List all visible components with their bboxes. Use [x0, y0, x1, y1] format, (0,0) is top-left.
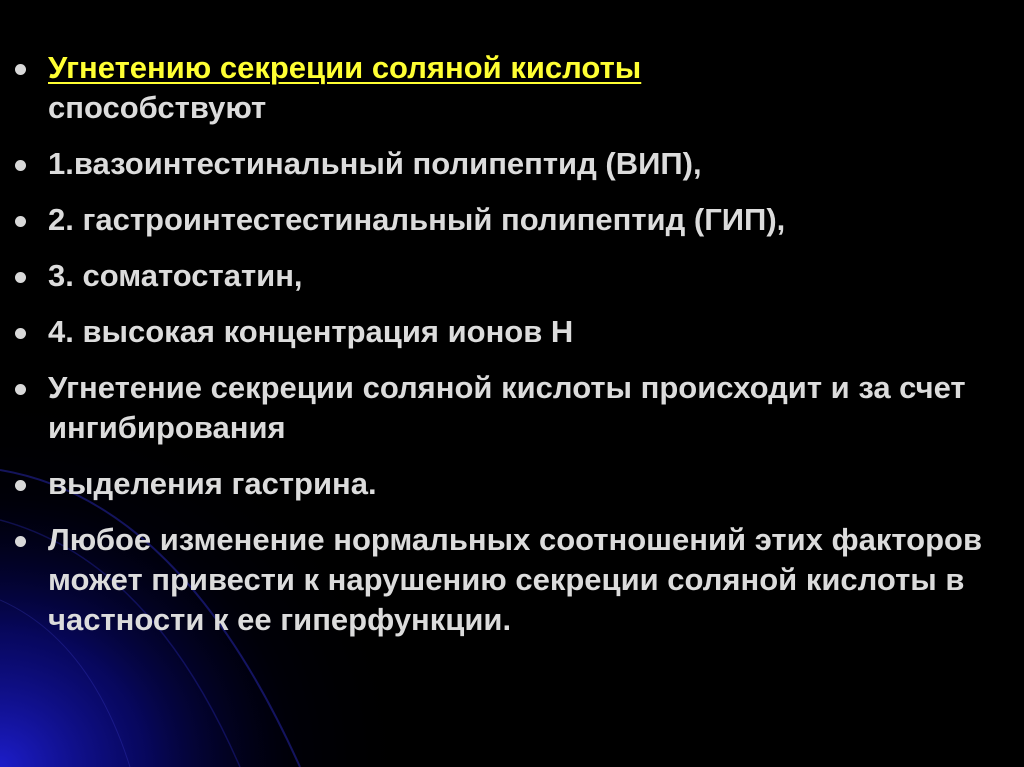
bullet-dot-icon — [15, 384, 26, 395]
bullet-dot-icon — [15, 328, 26, 339]
bullet-item-3 — [14, 200, 1004, 240]
bullet-list — [14, 48, 1004, 656]
bullet-text: способствуют — [48, 90, 267, 125]
bullet-item-8 — [14, 520, 1004, 640]
bullet-text: 2. гастроинтестестинальный полипептид (ГИП), — [48, 202, 786, 237]
bullet-item-1 — [14, 48, 1004, 128]
bullet-text: 4. высокая концентрация ионов Н — [48, 314, 574, 349]
bullet-text: Угнетение секреции соляной кислоты происходит и за счет ингибирования — [48, 370, 966, 445]
bullet-item-5 — [14, 312, 1004, 352]
bullet-item-2 — [14, 144, 1004, 184]
bullet-dot-icon — [15, 64, 26, 75]
bullet-dot-icon — [15, 216, 26, 227]
bullet-item-4 — [14, 256, 1004, 296]
highlighted-heading: Угнетению секреции соляной кислоты — [48, 50, 642, 85]
bullet-item-6 — [14, 368, 1004, 448]
bullet-text: 3. соматостатин, — [48, 258, 303, 293]
bullet-dot-icon — [15, 160, 26, 171]
bullet-text: 1.вазоинтестинальный полипептид (ВИП), — [48, 146, 702, 181]
bullet-text: Любое изменение нормальных соотношений этих факторов может привести к нарушению секреции соляной кислоты в частности к ее гиперфункции. — [48, 522, 983, 637]
bullet-dot-icon — [15, 272, 26, 283]
bullet-text: выделения гастрина. — [48, 466, 377, 501]
bullet-dot-icon — [15, 480, 26, 491]
bullet-dot-icon — [15, 536, 26, 547]
bullet-item-7 — [14, 464, 1004, 504]
